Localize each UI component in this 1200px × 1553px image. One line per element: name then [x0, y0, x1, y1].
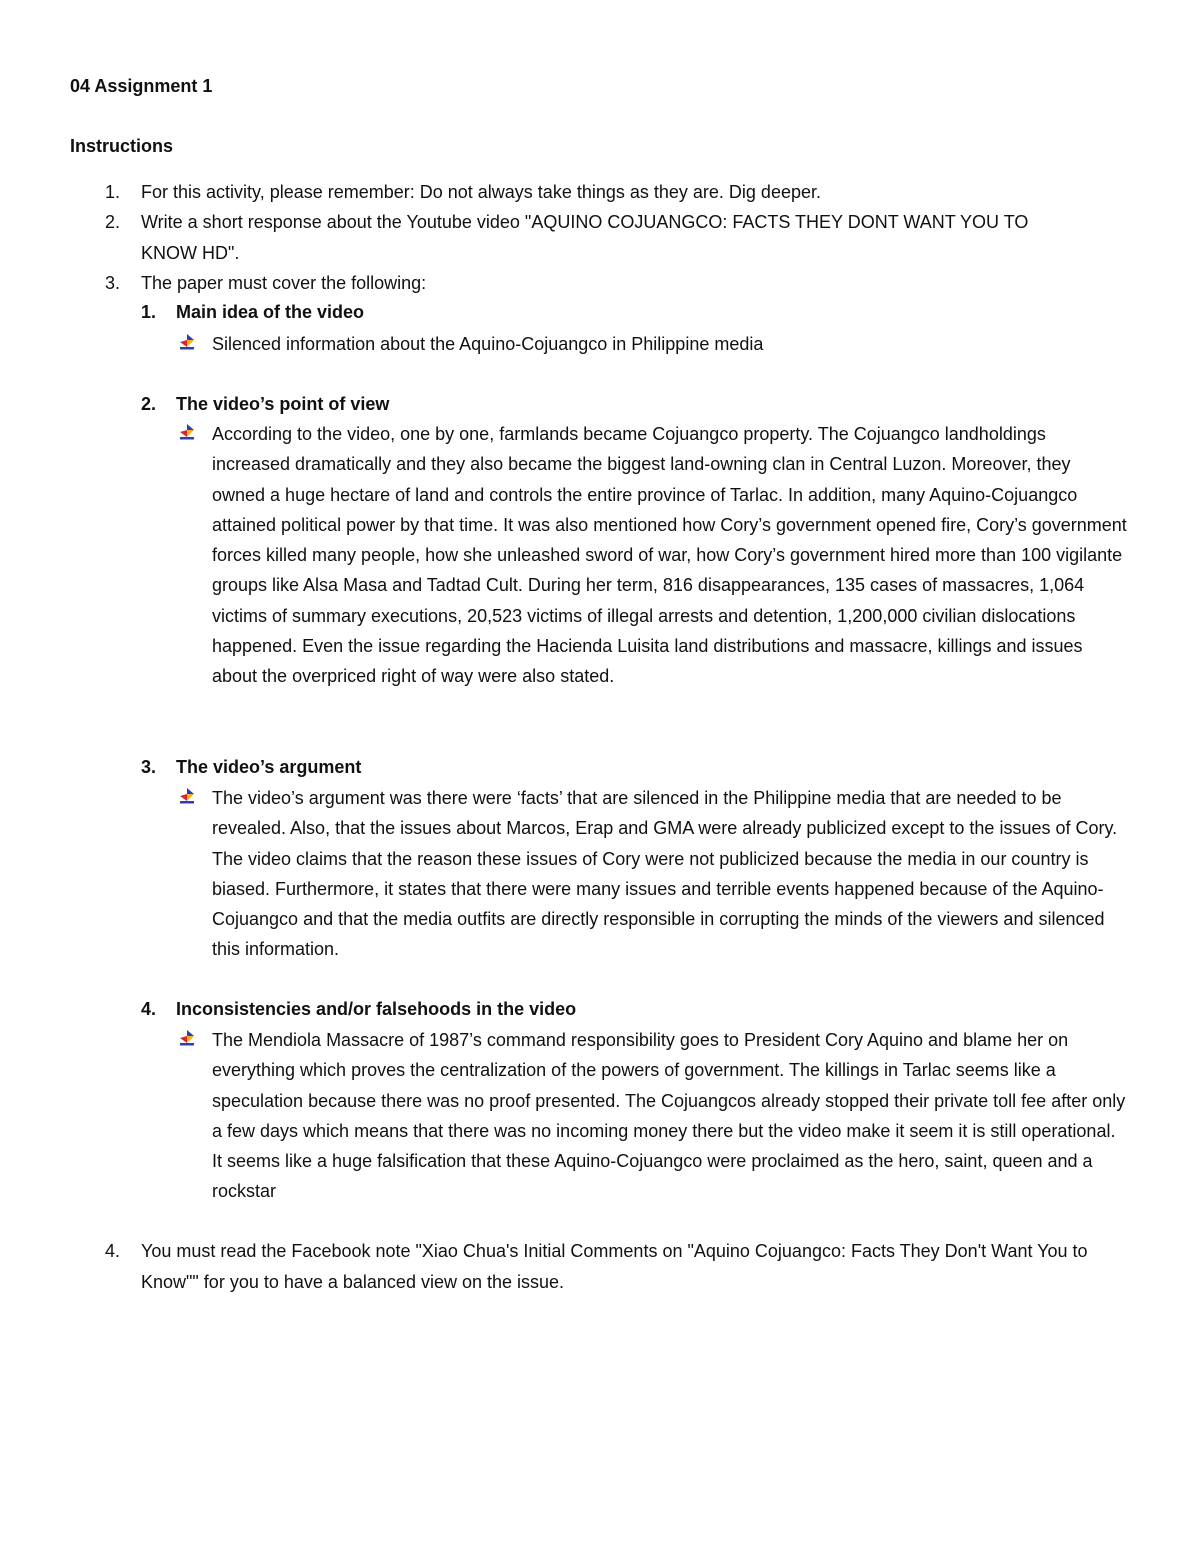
item-number: 4.: [105, 1241, 121, 1261]
item-number: 2.: [105, 212, 121, 232]
arrow-bullet-icon: [178, 1029, 196, 1047]
item-text: Write a short response about the Youtube video "AQUINO COJUANGCO: FACTS THEY DONT WANT YOU TO KNOW HD".: [141, 212, 1029, 263]
subitem-number: 1.: [141, 302, 157, 322]
subitem-label: Main idea of the video: [176, 302, 365, 322]
arrow-bullet-icon: [178, 787, 196, 805]
subitem-label: The video’s argument: [176, 757, 362, 777]
item-number: 3.: [105, 273, 121, 293]
subitem-label: Inconsistencies and/or falsehoods in the video: [176, 999, 577, 1019]
subitem-number: 2.: [141, 394, 157, 414]
item-text: You must read the Facebook note "Xiao Chua's Initial Comments on "Aquino Cojuangco: Facts They Don't Want You to Know"" for you to have a balanced view on the issue.: [141, 1241, 1088, 1292]
bullet-text: The Mendiola Massacre of 1987’s command responsibility goes to President Cory Aquino and blame her on everything which proves the centralization of the powers of government. The killings in Tarlac seems like a speculation because there was no proof presented. The Cojuangcos already stopped their private toll fee after only a few days which means that there was no incoming money there but the video make it seem it is still operational. It seems like a huge falsification that these Aquino-Cojuangco were proclaimed as the hero, saint, queen and a rockstar: [212, 1030, 1126, 1202]
instructions-heading: Instructions: [70, 136, 174, 156]
arrow-bullet-icon: [178, 423, 196, 441]
item-text: The paper must cover the following:: [141, 273, 427, 293]
subitem-number: 3.: [141, 757, 157, 777]
arrow-bullet-icon: [178, 333, 196, 351]
bullet-text: According to the video, one by one, farmlands became Cojuangco property. The Cojuangco landholdings increased dramatically and they also became the biggest land-owning clan in Central Luzon. Moreover, they owned a huge hectare of land and controls the entire province of Tarlac. In addition, many Aquino-Cojuangco attained political power by that time. It was also mentioned how Cory’s government opened fire, Cory’s government forces killed many people, how she unleashed sword of war, how Cory’s government hired more than 100 vigilante groups like Alsa Masa and Tadtad Cult. During her term, 816 disappearances, 135 cases of massacres, 1,064 victims of summary executions, 20,523 victims of illegal arrests and detention, 1,200,000 civilian dislocations happened. Even the issue regarding the Hacienda Luisita land distributions and massacre, killings and issues about the overpriced right of way were also stated.: [212, 424, 1127, 687]
bullet-text: Silenced information about the Aquino-Cojuangco in Philippine media: [212, 334, 764, 354]
subitem-label: The video’s point of view: [176, 394, 390, 414]
bullet-text: The video’s argument was there were ‘facts’ that are silenced in the Philippine media that are needed to be revealed. Also, that the issues about Marcos, Erap and GMA were already publicized except to the issues of Cory. The video claims that the reason these issues of Cory were not publicized because the media in our country is biased. Furthermore, it states that there were many issues and terrible events happened because of the Aquino-Cojuangco and that the media outfits are directly responsible in corrupting the minds of the viewers and silenced this information.: [212, 788, 1118, 960]
document-title: 04 Assignment 1: [70, 76, 213, 96]
subitem-number: 4.: [141, 999, 157, 1019]
item-number: 1.: [105, 182, 121, 202]
item-text: For this activity, please remember: Do not always take things as they are. Dig deeper.: [141, 182, 821, 202]
